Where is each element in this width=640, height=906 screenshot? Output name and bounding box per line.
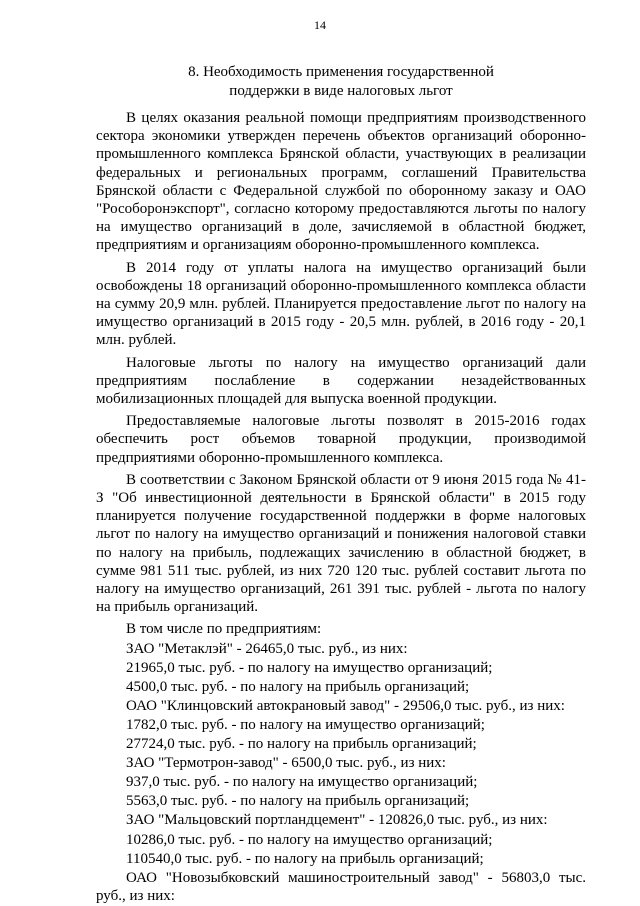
page-number: 14 [314,18,326,32]
section-title-line-1: 8. Необходимость применения государственной [188,64,494,80]
list-item: 110540,0 тыс. руб. - по налогу на прибыль организаций; [126,850,484,867]
enterprise-list [96,620,586,905]
paragraph: Предоставляемые налоговые льготы позволят в 2015-2016 годах обеспечить рост объемов товарной продукции, производимой предприятиями оборонно-промышленного комплекса. [96,413,586,466]
list-item: 21965,0 тыс. руб. - по налогу на имущество организаций; [126,659,493,676]
list-item: ЗАО "Термотрон-завод" - 6500,0 тыс. руб., из них: [126,755,446,772]
list-item: 937,0 тыс. руб. - по налогу на имущество организаций; [126,774,478,791]
section-heading [96,63,586,101]
list-item: ОАО "Новозыбковский машиностроительный завод" - 56803,0 тыс. руб., из них: [96,869,586,904]
list-item: 10286,0 тыс. руб. - по налогу на имущество организаций; [126,831,493,848]
list-item: 5563,0 тыс. руб. - по налогу на прибыль организаций; [126,793,470,810]
list-item: 1782,0 тыс. руб. - по налогу на имущество организаций; [126,716,485,733]
paragraph: В соответствии с Законом Брянской области от 9 июня 2015 года № 41-З "Об инвестиционной деятельности в Брянской области" в 2015 году планируется получение государственной поддержки в форме налоговых льгот по налогу на имущество организаций и понижения налоговой ставки по налогу на прибыль, подлежащих зачислению в областной бюджет, в сумме 981 511 тыс. рублей, из них 720 120 тыс. рублей составит льгота по налогу на имущество организаций, 261 391 тыс. рублей - льгота по налогу на прибыль организаций. [96,471,586,616]
list-item: ОАО "Клинцовский автокрановый завод" - 29506,0 тыс. руб., из них: [126,697,565,714]
paragraph: В целях оказания реальной помощи предприятиям производственного сектора экономики утвержден перечень объектов организаций оборонно-промышленного комплекса Брянской области, участвующих в реализации федеральных и региональных программ, соглашений Правительства Брянской области с Федеральной службой по оборонному заказу и ОАО "Рособоронэкспорт", согласно которому предоставляются льготы по налогу на имущество организаций в доле, зачисляемой в областной бюджет, предприятиям и организациям оборонно-промышленного комплекса. [96,110,586,254]
section-title-line-2: поддержки в виде налоговых льгот [229,83,453,99]
list-item: ЗАО "Мальцовский портландцемент" - 120826,0 тыс. руб., из них: [126,812,548,829]
list-intro: В том числе по предприятиям: [126,621,322,638]
paragraph: Налоговые льготы по налогу на имущество организаций дали предприятиям послабление в содержании незадействованных мобилизационных площадей для выпуска военной продукции. [96,354,586,408]
paragraph: В 2014 году от уплаты налога на имущество организаций были освобождены 18 организаций оборонно-промышленного комплекса области на сумму 20,9 млн. рублей. Планируется предоставление льгот по налогу на имущество организаций в 2015 году - 20,5 млн. рублей, в 2016 году - 20,1 млн. рублей. [96,259,586,349]
document-body [96,109,586,906]
list-item: 4500,0 тыс. руб. - по налогу на прибыль организаций; [126,678,470,695]
list-item: 27724,0 тыс. руб. - по налогу на прибыль организаций; [126,736,477,753]
list-item: ЗАО "Метаклэй" - 26465,0 тыс. руб., из них: [126,640,408,657]
